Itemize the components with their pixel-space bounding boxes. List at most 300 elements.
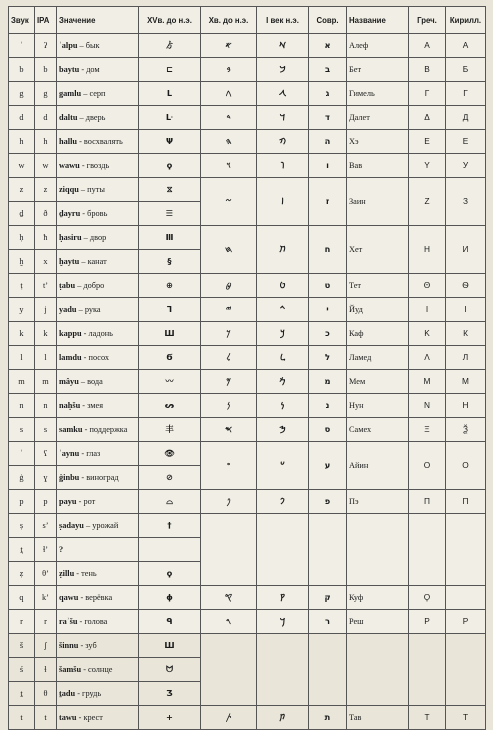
meaning-gloss: - восхвалять <box>77 137 123 146</box>
aramaic-glyph: 𐡄 <box>257 130 309 154</box>
meaning-gloss: - солнце <box>81 665 113 674</box>
table-row <box>9 298 486 322</box>
aramaic-glyph: 𐡆 <box>257 178 309 226</box>
ipa-cell: ʕ <box>35 442 57 466</box>
proto-sinaitic-glyph: ☰ <box>139 202 201 226</box>
meaning-word: gamlu <box>59 89 82 98</box>
phoenician-glyph <box>201 634 257 706</box>
meaning-gloss: - грудь <box>75 689 102 698</box>
greek-letter: Β <box>409 58 446 82</box>
meaning-cell <box>57 178 139 202</box>
aramaic-glyph: 𐡇 <box>257 226 309 274</box>
sound-cell: t <box>9 706 35 730</box>
sound-cell: k <box>9 322 35 346</box>
table-row <box>9 514 486 538</box>
meaning-cell <box>57 706 139 730</box>
cyrillic-letter: А <box>446 34 486 58</box>
ipa-cell: tʼ <box>35 274 57 298</box>
aramaic-glyph: 𐡃 <box>257 106 309 130</box>
meaning-cell <box>57 490 139 514</box>
hebrew-glyph: ט <box>309 274 347 298</box>
cyrillic-letter: Н <box>446 394 486 418</box>
letter-name: Далет <box>347 106 409 130</box>
meaning-cell <box>57 658 139 682</box>
greek-letter: Ϙ <box>409 586 446 610</box>
phoenician-glyph: 𐤊 <box>201 322 257 346</box>
sound-cell: ṣ <box>9 514 35 538</box>
proto-sinaitic-glyph: ᒷ <box>139 106 201 130</box>
ipa-cell: n <box>35 394 57 418</box>
table-row <box>9 394 486 418</box>
ipa-cell: θʼ <box>35 562 57 586</box>
greek-letter: Θ <box>409 274 446 298</box>
meaning-word: yadu <box>59 305 77 314</box>
cyrillic-letter: Б <box>446 58 486 82</box>
letter-name: Самех <box>347 418 409 442</box>
meaning-cell <box>57 202 139 226</box>
aramaic-glyph: 𐡁 <box>257 58 309 82</box>
meaning-gloss: – двор <box>81 233 107 242</box>
header-sound: Звук <box>9 7 35 34</box>
meaning-cell <box>57 394 139 418</box>
meaning-cell <box>57 250 139 274</box>
meaning-cell <box>57 610 139 634</box>
hebrew-glyph: ו <box>309 154 347 178</box>
meaning-gloss: – канат <box>79 257 107 266</box>
proto-sinaitic-glyph: Ш <box>139 634 201 658</box>
greek-letter: Π <box>409 490 446 514</box>
aramaic-glyph: 𐡍 <box>257 394 309 418</box>
greek-letter: Ξ <box>409 418 446 442</box>
hebrew-glyph: פ <box>309 490 347 514</box>
cyrillic-letter: Т <box>446 706 486 730</box>
letter-name: Реш <box>347 610 409 634</box>
table-row <box>9 58 486 82</box>
meaning-word: naḥšu <box>59 401 81 410</box>
table-row <box>9 346 486 370</box>
hebrew-glyph: ב <box>309 58 347 82</box>
proto-sinaitic-glyph: Ш <box>139 322 201 346</box>
cyrillic-letter: Ѳ <box>446 274 486 298</box>
letter-name: Хэ <box>347 130 409 154</box>
letter-name: Каф <box>347 322 409 346</box>
meaning-word: ziqqu <box>59 185 79 194</box>
alphabet-sheet <box>8 6 485 722</box>
proto-sinaitic-glyph <box>139 538 201 562</box>
phoenician-glyph <box>201 514 257 586</box>
meaning-word: šamšu <box>59 665 82 674</box>
header-name: Название <box>347 7 409 34</box>
ipa-cell: j <box>35 298 57 322</box>
meaning-word: lamdu <box>59 353 82 362</box>
proto-sinaitic-glyph: ᒣ <box>139 298 201 322</box>
phoenician-glyph: 𐤕 <box>201 706 257 730</box>
meaning-cell <box>57 226 139 250</box>
meaning-cell <box>57 634 139 658</box>
phoenician-glyph: 𐤎 <box>201 418 257 442</box>
greek-letter: Ο <box>409 442 446 490</box>
header-ipa: IPA <box>35 7 57 34</box>
sound-cell: ʾ <box>9 34 35 58</box>
hebrew-glyph: ג <box>309 82 347 106</box>
sound-cell: ḥ <box>9 226 35 250</box>
header-greek: Греч. <box>409 7 446 34</box>
greek-letter: Ρ <box>409 610 446 634</box>
greek-letter: Ζ <box>409 178 446 226</box>
hebrew-glyph: מ <box>309 370 347 394</box>
cyrillic-letter: У <box>446 154 486 178</box>
meaning-cell <box>57 130 139 154</box>
proto-sinaitic-glyph: Ϭ <box>139 346 201 370</box>
hebrew-glyph: ר <box>309 610 347 634</box>
meaning-gloss: - виноград <box>79 473 119 482</box>
letter-name: Мем <box>347 370 409 394</box>
alphabet-table <box>8 6 486 730</box>
hebrew-glyph: כ <box>309 322 347 346</box>
greek-letter: Μ <box>409 370 446 394</box>
cyrillic-letter: Е <box>446 130 486 154</box>
meaning-word: ʾalpu <box>59 41 78 50</box>
ipa-cell: θ <box>35 682 57 706</box>
meaning-gloss: - гвоздь <box>79 161 110 170</box>
proto-sinaitic-glyph: ᒪ <box>139 82 201 106</box>
greek-letter: Λ <box>409 346 446 370</box>
proto-sinaitic-glyph: Ⅲ <box>139 226 201 250</box>
letter-name: Гимель <box>347 82 409 106</box>
ipa-cell: ɬʼ <box>35 538 57 562</box>
meaning-gloss: - зуб <box>78 641 97 650</box>
ipa-cell: h <box>35 130 57 154</box>
meaning-word: ḥasiru <box>59 233 82 242</box>
meaning-word: payu <box>59 497 77 506</box>
sound-cell: ḏ <box>9 202 35 226</box>
ipa-cell: ð <box>35 202 57 226</box>
proto-sinaitic-glyph: Ψ <box>139 130 201 154</box>
ipa-cell: ʔ <box>35 34 57 58</box>
letter-name: Хет <box>347 226 409 274</box>
cyrillic-letter: Р <box>446 610 486 634</box>
meaning-gloss: – серп <box>81 89 106 98</box>
table-row <box>9 610 486 634</box>
letter-name: Заин <box>347 178 409 226</box>
ipa-cell: sʼ <box>35 514 57 538</box>
phoenician-glyph: 𐤒 <box>201 586 257 610</box>
phoenician-glyph: 𐤄 <box>201 130 257 154</box>
letter-name <box>347 634 409 706</box>
greek-letter: Τ <box>409 706 446 730</box>
meaning-word: kappu <box>59 329 82 338</box>
proto-sinaitic-glyph: 丰 <box>139 418 201 442</box>
sound-cell: š <box>9 634 35 658</box>
proto-sinaitic-glyph: ᗢ <box>139 658 201 682</box>
ipa-cell: g <box>35 82 57 106</box>
cyrillic-letter: О <box>446 442 486 490</box>
hebrew-glyph: ת <box>309 706 347 730</box>
meaning-cell <box>57 82 139 106</box>
meaning-gloss: – вода <box>78 377 103 386</box>
ipa-cell: w <box>35 154 57 178</box>
letter-name: Алеф <box>347 34 409 58</box>
meaning-gloss: – рука <box>76 305 101 314</box>
header-aramaic: I век н.э. <box>257 7 309 34</box>
meaning-gloss: – дверь <box>77 113 106 122</box>
table-row <box>9 178 486 202</box>
hebrew-glyph: י <box>309 298 347 322</box>
letter-name: Ламед <box>347 346 409 370</box>
greek-letter: Ε <box>409 130 446 154</box>
table-row <box>9 706 486 730</box>
cyrillic-letter: Л <box>446 346 486 370</box>
meaning-gloss: - поддержка <box>82 425 128 434</box>
table-row <box>9 490 486 514</box>
phoenician-glyph: 𐤂 <box>201 82 257 106</box>
cyrillic-letter <box>446 514 486 586</box>
header-phoenician: Хв. до н.э. <box>201 7 257 34</box>
aramaic-glyph: 𐡒 <box>257 586 309 610</box>
table-body <box>9 34 486 730</box>
ipa-cell: ɬ <box>35 658 57 682</box>
ipa-cell: ɣ <box>35 466 57 490</box>
header-modern: Совр. <box>309 7 347 34</box>
greek-letter <box>409 634 446 706</box>
cyrillic-letter: М <box>446 370 486 394</box>
phoenician-glyph: 𐤍 <box>201 394 257 418</box>
ipa-cell: d <box>35 106 57 130</box>
letter-name: Тет <box>347 274 409 298</box>
aramaic-glyph: 𐡊 <box>257 322 309 346</box>
ipa-cell: x <box>35 250 57 274</box>
table-row <box>9 106 486 130</box>
letter-name: Тав <box>347 706 409 730</box>
proto-sinaitic-glyph: ⊘ <box>139 466 201 490</box>
hebrew-glyph: ל <box>309 346 347 370</box>
header-proto: XVв. до н.э. <box>139 7 201 34</box>
cyrillic-letter <box>446 586 486 610</box>
sound-cell: ẓ <box>9 562 35 586</box>
hebrew-glyph: ק <box>309 586 347 610</box>
table-row <box>9 154 486 178</box>
greek-letter: Δ <box>409 106 446 130</box>
greek-letter: Κ <box>409 322 446 346</box>
ipa-cell: m <box>35 370 57 394</box>
sound-cell: ṯ <box>9 682 35 706</box>
meaning-cell <box>57 682 139 706</box>
phoenician-glyph: 𐤓 <box>201 610 257 634</box>
letter-name: Вав <box>347 154 409 178</box>
proto-sinaitic-glyph: ϙ <box>139 154 201 178</box>
meaning-cell <box>57 298 139 322</box>
sound-cell: p <box>9 490 35 514</box>
meaning-cell <box>57 346 139 370</box>
meaning-word: ṭabu <box>59 281 76 290</box>
proto-sinaitic-glyph: 👁 <box>139 442 201 466</box>
letter-name: Бет <box>347 58 409 82</box>
proto-sinaitic-glyph: † <box>139 514 201 538</box>
ipa-cell: ħ <box>35 226 57 250</box>
meaning-cell <box>57 514 139 538</box>
hebrew-glyph: ס <box>309 418 347 442</box>
aramaic-glyph: 𐡓 <box>257 610 309 634</box>
sound-cell: r <box>9 610 35 634</box>
letter-name: Куф <box>347 586 409 610</box>
phoenician-glyph: 𐤇 <box>201 226 257 274</box>
ipa-cell: s <box>35 418 57 442</box>
phoenician-glyph: 𐤐 <box>201 490 257 514</box>
proto-sinaitic-glyph: ⧖ <box>139 178 201 202</box>
meaning-cell <box>57 322 139 346</box>
phoenician-glyph: 𐤏 <box>201 442 257 490</box>
greek-letter: Α <box>409 34 446 58</box>
aramaic-glyph: 𐡉 <box>257 298 309 322</box>
hebrew-glyph <box>309 634 347 706</box>
sound-cell: g <box>9 82 35 106</box>
sound-cell: b <box>9 58 35 82</box>
meaning-word: hallu <box>59 137 77 146</box>
sound-cell: w <box>9 154 35 178</box>
greek-letter: Γ <box>409 82 446 106</box>
letter-name <box>347 514 409 586</box>
aramaic-glyph: 𐡌 <box>257 370 309 394</box>
meaning-word: ? <box>59 545 64 554</box>
greek-letter: Ν <box>409 394 446 418</box>
aramaic-glyph: 𐡋 <box>257 346 309 370</box>
meaning-cell <box>57 154 139 178</box>
meaning-cell <box>57 586 139 610</box>
proto-sinaitic-glyph: ⊏ <box>139 58 201 82</box>
proto-sinaitic-glyph: ゟ <box>139 34 201 58</box>
meaning-word: ḏayru <box>59 209 81 218</box>
proto-sinaitic-glyph: ⌓ <box>139 490 201 514</box>
meaning-word: raʾšu <box>59 617 78 626</box>
ipa-cell: b <box>35 58 57 82</box>
phoenician-glyph: 𐤃 <box>201 106 257 130</box>
meaning-gloss: – бык <box>77 41 100 50</box>
meaning-word: ʿaynu <box>59 449 80 458</box>
ipa-cell: z <box>35 178 57 202</box>
cyrillic-letter: И <box>446 226 486 274</box>
meaning-cell <box>57 466 139 490</box>
sound-cell: z <box>9 178 35 202</box>
meaning-gloss: - дом <box>79 65 100 74</box>
phoenician-glyph: 𐤈 <box>201 274 257 298</box>
meaning-gloss: - голова <box>77 617 108 626</box>
ipa-cell: t <box>35 706 57 730</box>
meaning-cell <box>57 370 139 394</box>
ipa-cell: ʃ <box>35 634 57 658</box>
meaning-word: ṣadayu <box>59 521 84 530</box>
meaning-gloss: - посох <box>81 353 110 362</box>
meaning-word: baytu <box>59 65 80 74</box>
meaning-cell <box>57 538 139 562</box>
meaning-word: samku <box>59 425 83 434</box>
meaning-word: šinnu <box>59 641 79 650</box>
table-row <box>9 322 486 346</box>
meaning-gloss: - ладонь <box>81 329 113 338</box>
cyrillic-letter <box>446 634 486 706</box>
proto-sinaitic-glyph: + <box>139 706 201 730</box>
cyrillic-letter: К <box>446 322 486 346</box>
ipa-cell: k <box>35 322 57 346</box>
sound-cell: s <box>9 418 35 442</box>
sound-cell: q <box>9 586 35 610</box>
hebrew-glyph <box>309 514 347 586</box>
sound-cell: ś <box>9 658 35 682</box>
meaning-word: daltu <box>59 113 78 122</box>
table-row <box>9 418 486 442</box>
meaning-gloss: - глаз <box>79 449 101 458</box>
aramaic-glyph <box>257 514 309 586</box>
sound-cell: ṯ̣ <box>9 538 35 562</box>
table-row <box>9 370 486 394</box>
proto-sinaitic-glyph: ⊕ <box>139 274 201 298</box>
aramaic-glyph: 𐡐 <box>257 490 309 514</box>
proto-sinaitic-glyph: § <box>139 250 201 274</box>
aramaic-glyph: 𐡈 <box>257 274 309 298</box>
meaning-word: ḫaytu <box>59 257 80 266</box>
aramaic-glyph: 𐡎 <box>257 418 309 442</box>
aramaic-glyph: 𐡀 <box>257 34 309 58</box>
ipa-cell: l <box>35 346 57 370</box>
meaning-word: mâyu <box>59 377 79 386</box>
sound-cell: ḫ <box>9 250 35 274</box>
sound-cell: ʿ <box>9 442 35 466</box>
hebrew-glyph: נ <box>309 394 347 418</box>
phoenician-glyph: 𐤌 <box>201 370 257 394</box>
header-row <box>9 7 486 34</box>
meaning-cell <box>57 418 139 442</box>
meaning-gloss: - крест <box>76 713 103 722</box>
greek-letter: Η <box>409 226 446 274</box>
proto-sinaitic-glyph: ϕ <box>139 586 201 610</box>
aramaic-glyph <box>257 634 309 706</box>
phoenician-glyph: 𐤅 <box>201 154 257 178</box>
meaning-word: ṯadu <box>59 689 76 698</box>
table-row <box>9 274 486 298</box>
table-row <box>9 130 486 154</box>
phoenician-glyph: 𐤀 <box>201 34 257 58</box>
hebrew-glyph: ח <box>309 226 347 274</box>
ipa-cell: kʼ <box>35 586 57 610</box>
sound-cell: n <box>9 394 35 418</box>
cyrillic-letter: Д <box>446 106 486 130</box>
letter-name: Айин <box>347 442 409 490</box>
letter-name: Пэ <box>347 490 409 514</box>
meaning-cell <box>57 274 139 298</box>
aramaic-glyph: 𐡅 <box>257 154 309 178</box>
sound-cell: d <box>9 106 35 130</box>
table-row <box>9 586 486 610</box>
sound-cell: h <box>9 130 35 154</box>
ipa-cell: p <box>35 490 57 514</box>
table-row <box>9 634 486 658</box>
meaning-word: ẓillu <box>59 569 75 578</box>
table-row <box>9 34 486 58</box>
proto-sinaitic-glyph: 〰 <box>139 370 201 394</box>
meaning-word: wawu <box>59 161 80 170</box>
greek-letter: Υ <box>409 154 446 178</box>
meaning-cell <box>57 442 139 466</box>
meaning-cell <box>57 106 139 130</box>
meaning-gloss: - бровь <box>80 209 108 218</box>
meaning-word: ġinbu <box>59 473 80 482</box>
table-row <box>9 442 486 466</box>
cyrillic-letter: Г <box>446 82 486 106</box>
header-meaning: Значение <box>57 7 139 34</box>
proto-sinaitic-glyph: ϙ <box>139 562 201 586</box>
greek-letter: Ι <box>409 298 446 322</box>
cyrillic-letter: Ѯ <box>446 418 486 442</box>
meaning-cell <box>57 562 139 586</box>
